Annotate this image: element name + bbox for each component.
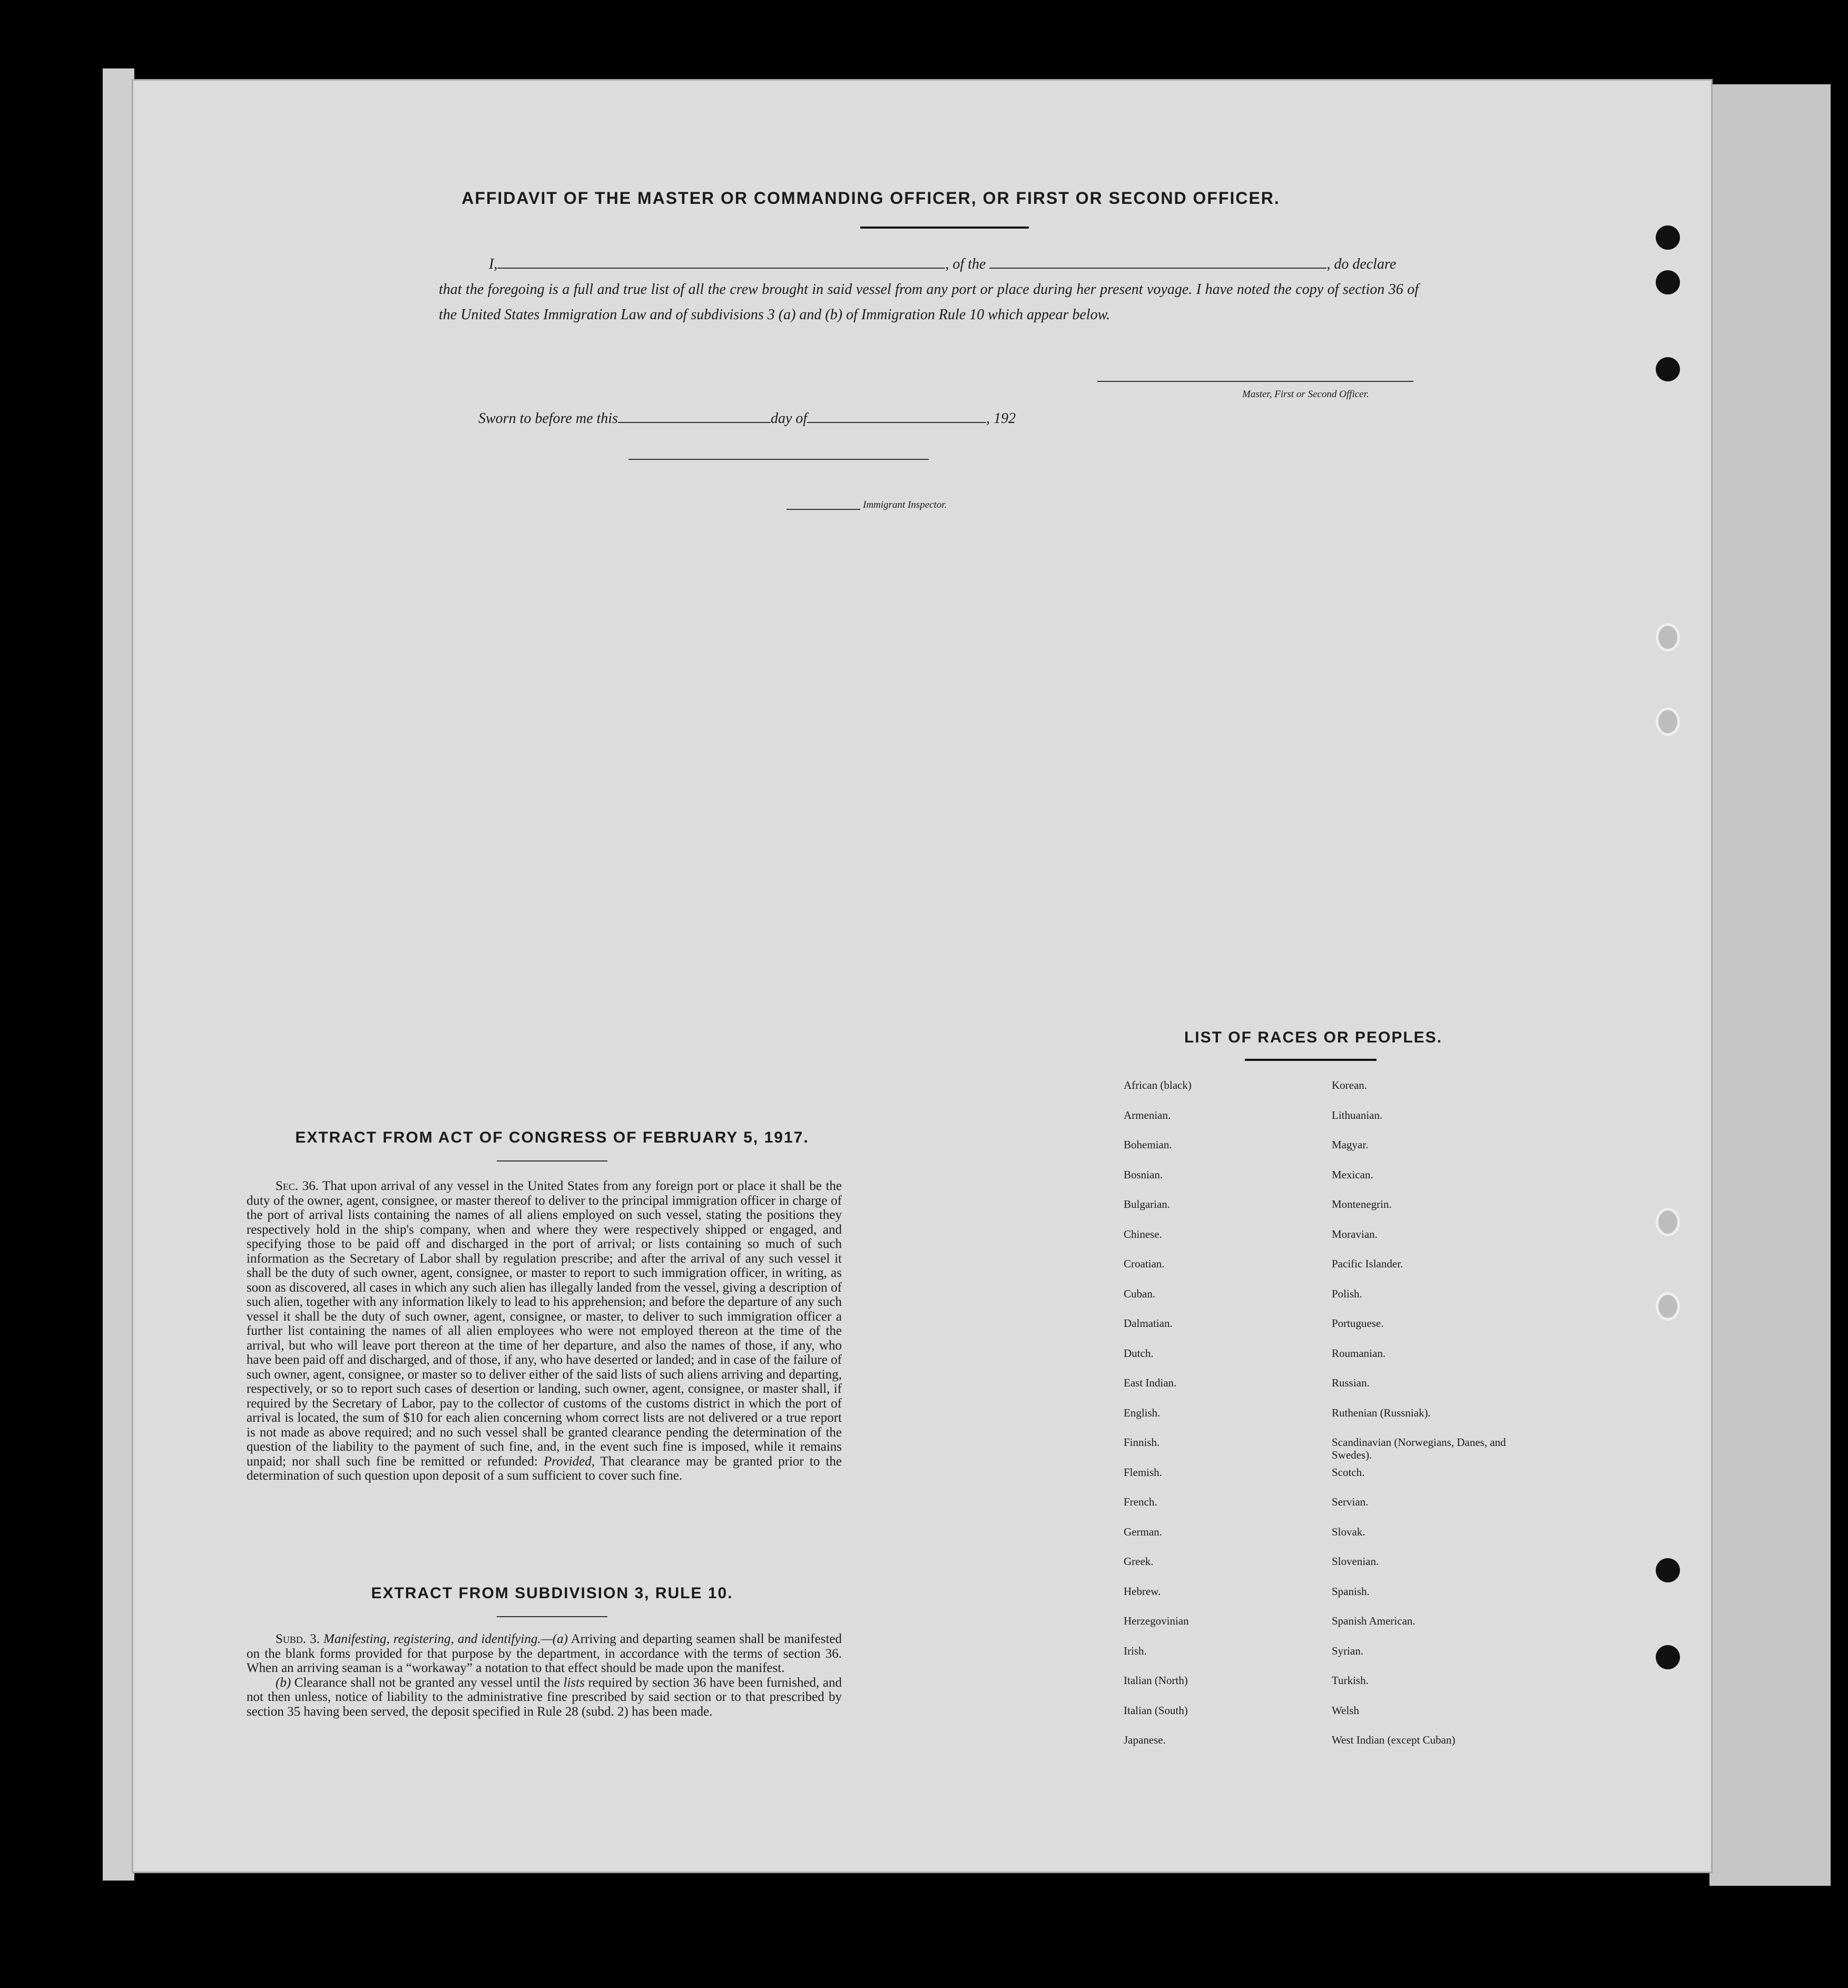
binder-hole (1656, 1558, 1680, 1582)
race-item: Scandinavian (Norwegians, Danes, and Swedes). (1332, 1436, 1506, 1461)
binder-hole (1656, 623, 1680, 652)
race-item: Slovak. (1332, 1525, 1365, 1538)
race-item: Bulgarian. (1124, 1198, 1171, 1210)
paragraph-b-label: (b) (276, 1675, 291, 1690)
races-heading: LIST OF RACES OR PEOPLES. (1184, 1029, 1443, 1046)
rule-extract-heading: EXTRACT FROM SUBDIVISION 3, RULE 10. (371, 1585, 733, 1602)
race-item: Welsh (1332, 1704, 1359, 1717)
paragraph-a: Arriving and departing seamen shall be manifested on the blank forms provided for that purpose by the department, in accordance with the terms of section 36. When an arriving seaman is a “workaway” a notation to that effect should be made upon the manifest. (247, 1632, 842, 1675)
sworn-label: Sworn to before me this (478, 410, 618, 427)
race-item: Turkish. (1332, 1674, 1369, 1687)
races-right-column (1332, 1079, 1521, 1764)
paragraph-b-part1: Clearance shall not be granted any vessel until the (294, 1675, 560, 1690)
race-item: Russian. (1332, 1376, 1370, 1389)
affidavit-body: that the foregoing is a full and true list of all the crew brought in said vessel from any port or place during her present voyage. I have noted the copy of section 36 of the United States Immigration Law and of subdivisions 3 (a) and (b) of Immigration Rule 10 which appear below. (439, 281, 1419, 323)
signature-line (1097, 381, 1413, 382)
vessel-blank[interactable] (989, 253, 1326, 269)
inspector-caption: Immigrant Inspector. (863, 499, 947, 510)
affidavit-declaration-line (439, 252, 1419, 277)
race-item: Polish. (1332, 1287, 1362, 1300)
race-item: Japanese. (1124, 1734, 1166, 1746)
affidavit-of-the-label: , of the (945, 256, 986, 272)
proviso-word: Provided, (544, 1454, 595, 1469)
paragraph-b-part2: required by section 36 have been furnished, and not then unless, notice of liability to the administrative fine prescribed by said section or to that prescribed by section 35 having been served, the deposit specified in Rule 28 (subd. 2) has been made. (247, 1675, 842, 1719)
underlying-sheet-left (103, 68, 134, 1881)
race-item: French. (1124, 1495, 1157, 1508)
race-item: Greek. (1124, 1555, 1154, 1568)
subd-title: Manifesting, registering, and identifying.—(a) (323, 1632, 568, 1646)
race-item: Scotch. (1332, 1465, 1365, 1479)
race-item: Bohemian. (1124, 1138, 1172, 1151)
underlying-sheet-right (1709, 84, 1831, 1886)
race-item: Pacific Islander. (1332, 1257, 1403, 1270)
act-heading-rule (497, 1160, 607, 1162)
section-label: Sec. 36. (276, 1179, 319, 1193)
race-item: Cuban. (1124, 1287, 1156, 1300)
inspector-caption-line (787, 509, 860, 510)
race-item: Portuguese. (1332, 1317, 1384, 1330)
race-item: West Indian (except Cuban) (1332, 1734, 1456, 1746)
affidavit-i-label: I, (489, 256, 498, 272)
heading-rule (860, 227, 1029, 229)
act-extract-heading: EXTRACT FROM ACT OF CONGRESS OF FEBRUARY 5, 1917. (295, 1129, 809, 1146)
race-item: Slovenian. (1332, 1555, 1379, 1568)
binder-hole (1656, 357, 1680, 381)
affidavit-page (132, 79, 1713, 1873)
inspector-signature-line (628, 459, 929, 460)
race-item: Spanish. (1332, 1585, 1370, 1598)
binder-hole (1656, 1292, 1680, 1321)
rule-heading-rule (497, 1616, 607, 1617)
binder-hole (1656, 225, 1680, 250)
race-item: Flemish. (1124, 1465, 1162, 1479)
race-item: Dalmatian. (1124, 1317, 1173, 1330)
race-item: Italian (South) (1124, 1704, 1188, 1717)
race-item: Irish. (1124, 1644, 1147, 1657)
race-item: Herzegovinian (1124, 1615, 1189, 1627)
race-item: Bosnian. (1124, 1168, 1163, 1181)
binder-hole (1656, 1208, 1680, 1236)
race-item: Spanish American. (1332, 1615, 1416, 1627)
proviso-text: That clearance may be granted prior to the determination of such question upon deposit of a sum sufficient to cover such fine. (247, 1454, 842, 1483)
race-item: Armenian. (1124, 1108, 1171, 1121)
race-item: English. (1124, 1406, 1161, 1419)
race-item: Montenegrin. (1332, 1198, 1392, 1210)
race-item: Chinese. (1124, 1227, 1162, 1241)
paragraph-b-italic: lists (563, 1675, 585, 1690)
act-section-36 (247, 1179, 842, 1483)
rule-subdivision-3 (247, 1632, 842, 1719)
year-label: , 192 (986, 410, 1016, 427)
race-item: Ruthenian (Russniak). (1332, 1406, 1431, 1419)
race-item: Dutch. (1124, 1346, 1154, 1360)
binder-hole (1656, 707, 1680, 736)
race-item: African (black) (1124, 1079, 1192, 1091)
binder-hole (1656, 270, 1680, 294)
race-item: Korean. (1332, 1079, 1368, 1091)
race-item: Syrian. (1332, 1644, 1364, 1657)
race-item: Moravian. (1332, 1227, 1378, 1241)
race-item: Lithuanian. (1332, 1108, 1383, 1121)
affidavit-heading: AFFIDAVIT OF THE MASTER OR COMMANDING OFFICER, OR FIRST OR SECOND OFFICER. (461, 189, 1280, 208)
races-left-column (1124, 1079, 1313, 1764)
race-item: Roumanian. (1332, 1346, 1386, 1360)
race-item: German. (1124, 1525, 1162, 1538)
sworn-line (439, 406, 1419, 431)
race-item: East Indian. (1124, 1376, 1177, 1389)
sworn-month-blank[interactable] (807, 407, 986, 423)
race-item: Italian (North) (1124, 1674, 1188, 1687)
race-item: Servian. (1332, 1495, 1369, 1508)
affidavit-declare-label: , do declare (1326, 256, 1397, 272)
binder-hole (1656, 1645, 1680, 1669)
race-item: Magyar. (1332, 1138, 1369, 1151)
sworn-day-blank[interactable] (618, 407, 771, 423)
race-item: Finnish. (1124, 1436, 1160, 1449)
subd-label: Subd. 3. (276, 1632, 320, 1646)
races-heading-rule (1245, 1059, 1377, 1061)
name-blank[interactable] (497, 253, 945, 269)
race-item: Mexican. (1332, 1168, 1373, 1181)
race-item: Hebrew. (1124, 1585, 1161, 1598)
section-text: That upon arrival of any vessel in the United States from any foreign port or place it shall be the duty of the owner, agent, consignee, or master thereof to deliver to the principal immigration officer in charge of the port of arrival lists containing the names of all aliens employed on such vessel, stating the positions they respectively hold in the ship's company, when and where they were respectively shipped or engaged, and specifying those to be paid off and discharged in the port of arrival; or lists containing so much of such information as the Secretary of Labor shall by regulation prescribe; and after the arrival of any such vessel it shall be the duty of such owner, agent, consignee, or master to report to such immigration officer, in writing, as soon as discovered, all cases in which any such alien has illegally landed from the vessel, giving a description of such alien, together with any information likely to lead to his apprehension; and before the departure of any such vessel it shall be the duty of such owner, agent, consignee, or master, to deliver to such immigration officer a further list containing the names of all alien employees who were not employed thereon at the time of the arrival, but who will leave port thereon at the time of her departure, and also the names of those, if any, who have been paid off and discharged, and of those, if any, who have deserted or landed; and in case of the failure of such owner, agent, consignee, or master so to deliver either of the said lists of such aliens arriving and departing, respectively, or so to report such cases of desertion or landing, such owner, agent, consignee, or master shall, if required by the Secretary of Labor, pay to the collector of customs of the customs district in which the port of arrival is located, the sum of $10 for each alien concerning whom correct lists are not delivered or a true report is not made as above required; and no such vessel shall be granted clearance pending the determination of the question of the liability to the payment of such fine, and, in the event such fine is imposed, while it remains unpaid; nor shall such fine be remitted or refunded: (247, 1179, 842, 1469)
race-item: Croatian. (1124, 1257, 1165, 1270)
signature-caption: Master, First or Second Officer. (1242, 389, 1369, 400)
day-of-label: day of (770, 410, 808, 427)
